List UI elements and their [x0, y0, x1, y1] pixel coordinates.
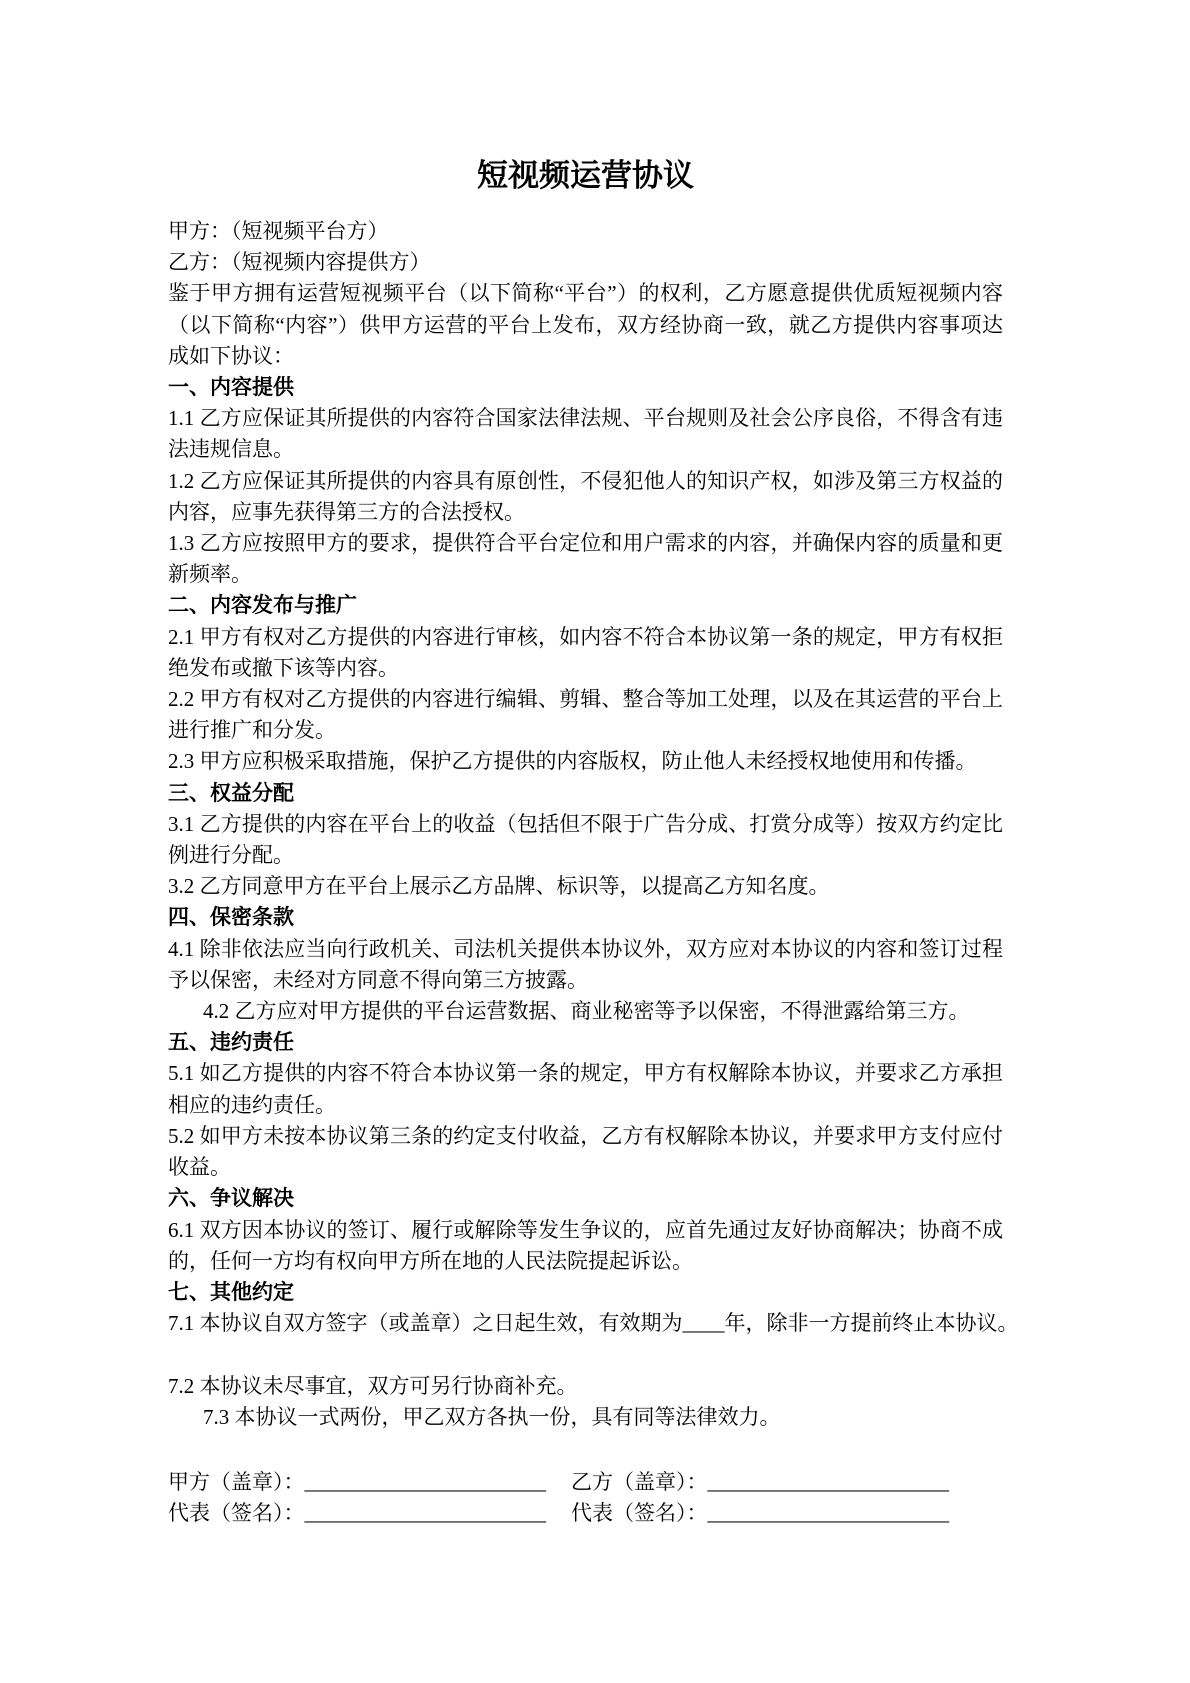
clause-7-1: 7.1 本协议自双方签字（或盖章）之日起生效，有效期为____年，除非一方提前终止本协议。	[168, 1311, 1019, 1336]
section-confidentiality	[168, 902, 1003, 1027]
party-a-rep-label: 代表（签名）：	[168, 1501, 305, 1526]
party-b-line: 乙方：（短视频内容提供方）	[168, 250, 431, 275]
clause-5-2: 5.2 如甲方未按本协议第三条的约定支付收益，乙方有权解除本协议，并要求甲方支付应付收益。	[168, 1123, 1003, 1180]
representative-signature-row	[168, 1498, 1003, 1529]
party-b-seal-line: _______________________	[707, 1469, 949, 1494]
clause-3-2: 3.2 乙方同意甲方在平台上展示乙方品牌、标识等，以提高乙方知名度。	[168, 874, 830, 899]
signature-block	[168, 1467, 1003, 1529]
section-5-heading: 五、违约责任	[168, 1030, 294, 1055]
party-a-seal-cell	[168, 1467, 571, 1498]
clause-7-2: 7.2 本协议未尽事宜，双方可另行协商补充。	[168, 1373, 578, 1398]
preamble: 鉴于甲方拥有运营短视频平台（以下简称“平台”）的权利，乙方愿意提供优质短视频内容（以下简称“内容”）供甲方运营的平台上发布，双方经协商一致，就乙方提供内容事项达成如下协议：	[168, 281, 1003, 368]
document-title: 短视频运营协议	[477, 158, 694, 193]
party-a-seal-line: _______________________	[304, 1469, 546, 1494]
party-b-seal-cell	[571, 1467, 1003, 1498]
section-breach-liability	[168, 1027, 1003, 1183]
clause-2-3: 2.3 甲方应积极采取措施，保护乙方提供的内容版权，防止他人未经授权地使用和传播。	[168, 749, 977, 774]
clause-1-2: 1.2 乙方应保证其所提供的内容具有原创性，不侵犯他人的知识产权，如涉及第三方权益的内容，应事先获得第三方的合法授权。	[168, 468, 1003, 524]
section-4-heading: 四、保密条款	[168, 905, 294, 930]
clause-2-2: 2.2 甲方有权对乙方提供的内容进行编辑、剪辑、整合等加工处理，以及在其运营的平台上进行推广和分发。	[168, 687, 1003, 743]
clause-5-1: 5.1 如乙方提供的内容不符合本协议第一条的规定，甲方有权解除本协议，并要求乙方承担相应的违约责任。	[168, 1061, 1003, 1117]
party-a-seal-label: 甲方（盖章）：	[168, 1469, 305, 1494]
section-content-provision	[168, 372, 1003, 590]
party-b-rep-line: _______________________	[707, 1501, 949, 1526]
section-3-heading: 三、权益分配	[168, 780, 294, 805]
clause-1-1: 1.1 乙方应保证其所提供的内容符合国家法律法规、平台规则及社会公序良俗，不得含有违法违规信息。	[168, 406, 1003, 462]
section-1-heading: 一、内容提供	[168, 375, 294, 400]
section-6-heading: 六、争议解决	[168, 1186, 294, 1211]
clause-3-1: 3.1 乙方提供的内容在平台上的收益（包括但不限于广告分成、打赏分成等）按双方约定比例进行分配。	[168, 811, 1003, 868]
section-7-heading: 七、其他约定	[168, 1279, 294, 1304]
section-2-heading: 二、内容发布与推广	[168, 593, 357, 618]
clause-6-1: 6.1 双方因本协议的签订、履行或解除等发生争议的，应首先通过友好协商解决；协商不成的，任何一方均有权向甲方所在地的人民法院提起诉讼。	[168, 1217, 1003, 1273]
section-miscellaneous	[168, 1277, 1019, 1433]
party-b-rep-label: 代表（签名）：	[571, 1501, 708, 1526]
seal-row	[168, 1467, 1003, 1498]
section-dispute-resolution	[168, 1183, 1003, 1277]
party-b-rep-cell	[571, 1498, 1003, 1529]
party-a-rep-line: _______________________	[304, 1501, 546, 1526]
party-a-line: 甲方：（短视频平台方）	[168, 219, 389, 243]
clause-1-3: 1.3 乙方应按照甲方的要求，提供符合平台定位和用户需求的内容，并确保内容的质量和更新频率。	[168, 531, 1003, 587]
party-a-rep-cell	[168, 1498, 571, 1529]
section-publishing-promotion	[168, 590, 1003, 777]
clause-2-1: 2.1 甲方有权对乙方提供的内容进行审核，如内容不符合本协议第一条的规定，甲方有权拒绝发布或撤下该等内容。	[168, 624, 1003, 680]
clause-4-2: 4.2 乙方应对甲方提供的平台运营数据、商业秘密等予以保密，不得泄露给第三方。	[203, 999, 970, 1024]
clause-7-3: 7.3 本协议一式两份，甲乙双方各执一份，具有同等法律效力。	[203, 1404, 781, 1429]
section-revenue-sharing	[168, 778, 1003, 903]
party-b-seal-label: 乙方（盖章）：	[571, 1469, 708, 1494]
clause-4-1: 4.1 除非依法应当向行政机关、司法机关提供本协议外，双方应对本协议的内容和签订过程予以保密，未经对方同意不得向第三方披露。	[168, 936, 1003, 992]
